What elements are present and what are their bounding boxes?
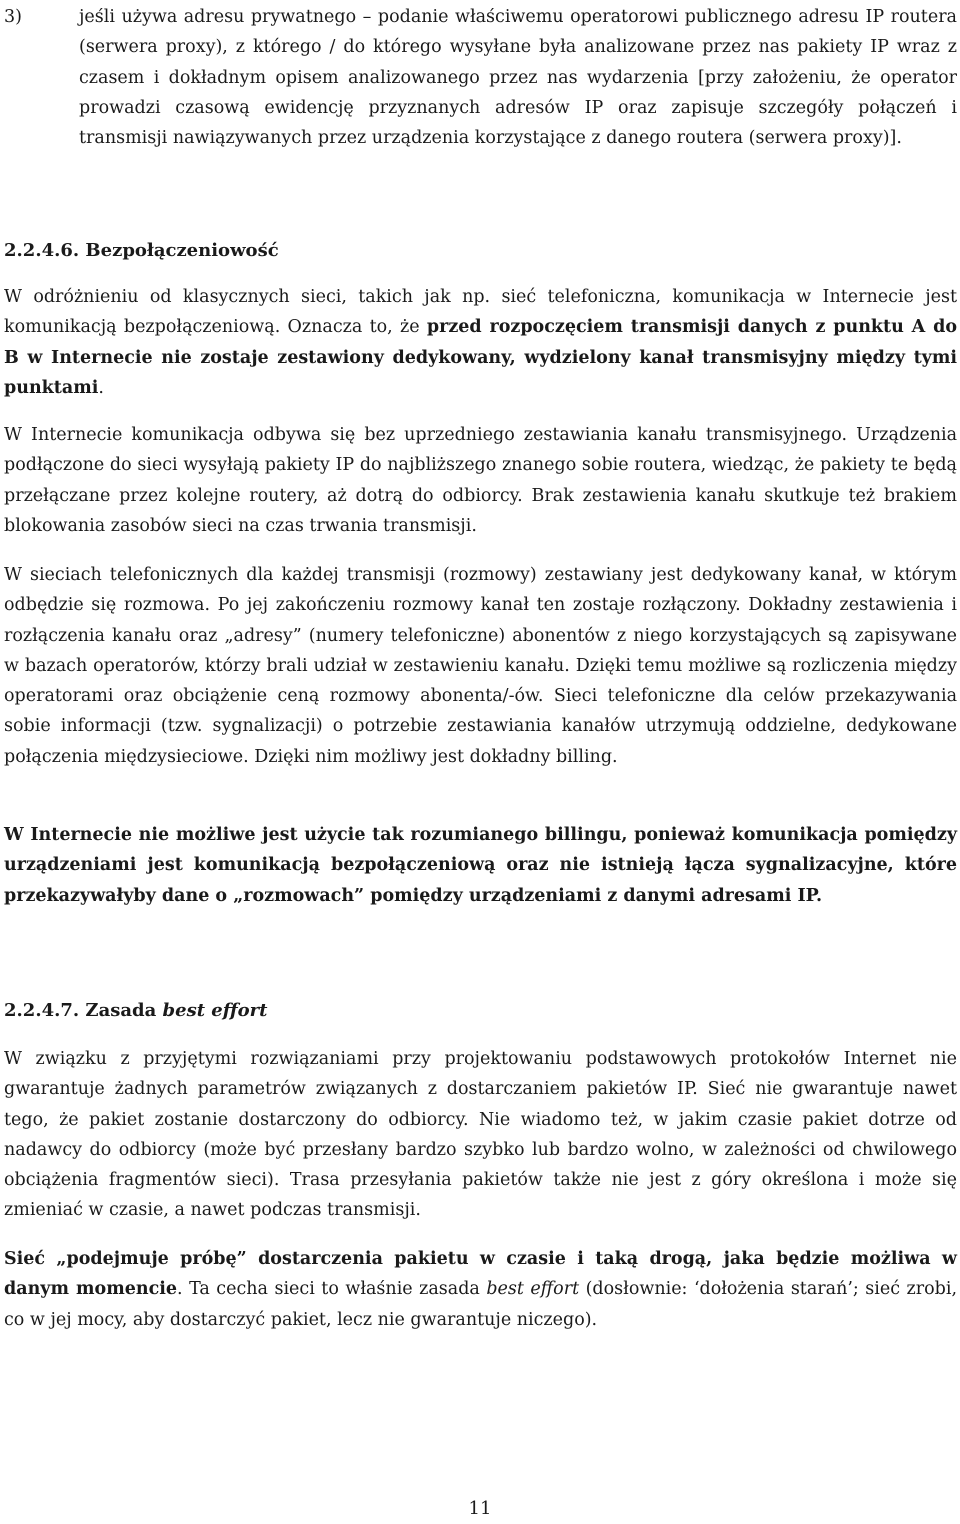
paragraph-bezpolaczeniowosc-intro [4,282,957,403]
heading-text: 2.2.4.7. Zasada [4,1000,163,1021]
paragraph-best-effort-definition [4,1244,957,1335]
section-heading-best-effort [4,996,267,1026]
page-number: 11 [468,1498,492,1519]
list-item-text: jeśli używa adresu prywatnego – podanie właściwemu operatorowi publicznego adresu IP routera (serwera proxy), z którego / do którego wysyłane była analizowane przez nas pakiety IP wraz z czasem i dokładnym opisem analizowanego przez nas wydarzenia [przy założeniu, że operator prowadzi czasową ewidencję przyznanych adresów IP oraz zapisuje szczegóły połączeń i transmisji nawiązywanych przez urządzenia korzystające z danego routera (serwera proxy)]. [79,7,957,149]
paragraph-text: . Ta cecha sieci to właśnie zasada [177,1279,487,1300]
paragraph-billing-bold: W Internecie nie możliwe jest użycie tak rozumianego billingu, ponieważ komunikacja pomiędzy urządzeniami jest komunikacją bezpołączeniową oraz nie istnieją łącza sygnalizacyjne, które przekazywałyby dane o „rozmowach” pomiędzy urządzeniami z danymi adresami IP. [4,825,957,906]
paragraph-text: . [98,377,104,398]
paragraph-best-effort-intro: W związku z przyjętymi rozwiązaniami przy projektowaniu podstawowych protokołów Internet nie gwarantuje żadnych parametrów związanych z dostarczaniem pakietów IP. Sieć nie gwarantuje nawet tego, że pakiet zostanie dostarczony do odbiorcy. Nie wiadomo też, w jakim czasie pakiet dotrze od nadawcy do odbiorcy (może być przesłany bardzo szybko lub bardzo wolno, w zależności od chwilowego obciążenia fragmentów sieci). Trasa przesyłania pakietów także nie jest z góry określona i może się zmieniać w czasie, a nawet podczas transmisji. [4,1049,957,1221]
section-heading-bezpolaczeniowosc: 2.2.4.6. Bezpołączeniowość [4,240,279,261]
paragraph-bold-text: przed rozpoczęciem transmisji danych z punktu A do B w Internecie nie zostaje zestawiony dedykowany, wydzielony kanał transmisyjny między tymi punktami [4,317,957,398]
heading-italic-text: best effort [162,1000,268,1021]
list-item-number: 3) [4,7,22,27]
paragraph-bold-text: Sieć „podejmuje próbę” dostarczenia pakietu w czasie i taką drogą, jaka będzie możliwa w danym momencie [4,1249,957,1300]
paragraph-internet-communication: W Internecie komunikacja odbywa się bez uprzedniego zestawiania kanału transmisyjnego. Urządzenia podłączone do sieci wysyłają pakiety IP do najbliższego znanego sobie routera, wiedząc, że pakiety te będą przełączane przez kolejne routery, aż dotrą do odbiorcy. Brak zestawienia kanału skutkuje też brakiem blokowania zasobów sieci na czas trwania transmisji. [4,425,957,536]
paragraph-italic-text: best effort [486,1279,580,1300]
paragraph-text: W odróżnieniu od klasycznych sieci, takich jak np. sieć telefoniczna, komunikacja w Internecie jest komunikacją bezpołączeniową. Oznacza to, że [4,287,957,338]
paragraph-text: (dosłownie: ‘dołożenia starań’; sieć zrobi, co w jej mocy, aby dostarczyć pakiet, lecz nie gwarantuje niczego). [4,1279,958,1330]
paragraph-telephone-networks: W sieciach telefonicznych dla każdej transmisji (rozmowy) zestawiany jest dedykowany kanał, w którym odbędzie się rozmowa. Po jej zakończeniu rozmowy kanał ten zostaje rozłączony. Dokładny zestawienia i rozłączenia kanału oraz „adresy” (numery telefoniczne) abonentów z niego korzystających są zapisywane w bazach operatorów, którzy brali udział w zestawieniu kanału. Dzięki temu możliwe są rozliczenia między operatorami oraz obciążenie ceną rozmowy abonenta/-ów. Sieci telefoniczne dla celów przekazywania sobie informacji (tzw. sygnalizacji) o potrzebie zestawiania kanałów utrzymują oddzielne, dedykowane połączenia międzysieciowe. Dzięki nim możliwy jest dokładny billing. [4,565,957,767]
